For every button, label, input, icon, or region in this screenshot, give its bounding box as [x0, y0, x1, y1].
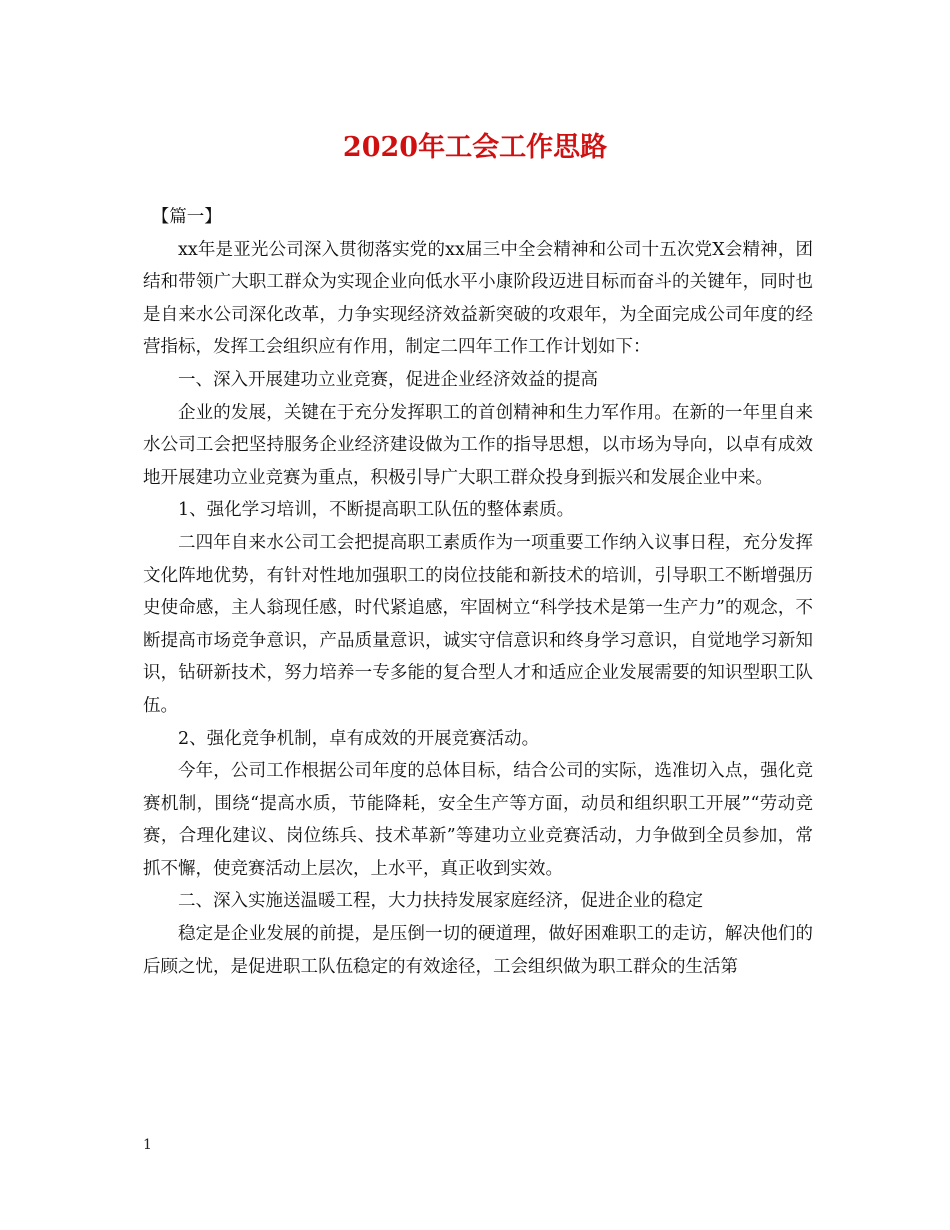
section-tag: 【篇一】 — [151, 207, 222, 227]
heading-2: 二、深入实施送温暖工程，大力扶持发展家庭经济，促进企业的稳定 — [178, 891, 703, 912]
paragraph: 今年，公司工作根据公司年度的总体目标，结合公司的实际，选准切入点，强化竞赛机制，围绕“提高水质，节能降耗，安全生产等方面，动员和组织职工开展”“劳动竞赛，合理化建议、岗位练兵、技术革新”等建功立业竞赛活动，力争做到全员参加，常抓不懈，使竞赛活动上层次，上水平，真正收到实效。 — [143, 761, 813, 879]
subheading-1: 1、强化学习培训，不断提高职工队伍的整体素质。 — [178, 500, 575, 521]
document-body — [143, 201, 813, 983]
subheading-2: 2、强化竞争机制，卓有成效的开展竞赛活动。 — [178, 728, 540, 749]
paragraph: 稳定是企业发展的前提，是压倒一切的硬道理，做好困难职工的走访，解决他们的后顾之忧，是促进职工队伍稳定的有效途径，工会组织做为职工群众的生活第 — [143, 924, 813, 977]
paragraph: 企业的发展，关键在于充分发挥职工的首创精神和生力军作用。在新的一年里自来水公司工会把坚持服务企业经济建设做为工作的指导思想，以市场为导向，以卓有成效地开展建功立业竞赛为重点，积极引导广大职工群众投身到振兴和发展企业中来。 — [143, 402, 813, 488]
paragraph: 二四年自来水公司工会把提高职工素质作为一项重要工作纳入议事日程，充分发挥文化阵地优势，有针对性地加强职工的岗位技能和新技术的培训，引导职工不断增强历史使命感，主人翁现任感，时代紧追感，牢固树立“科学技术是第一生产力”的观念，不断提高市场竞争意识，产品质量意识，诚实守信意识和终身学习意识，自觉地学习新知识，钻研新技术，努力培养一专多能的复合型人才和适应企业发展需要的知识型职工队伍。 — [143, 532, 813, 716]
document-title: 2020年工会工作思路 — [342, 132, 608, 163]
page-number: 1 — [143, 1137, 152, 1153]
paragraph: xx年是亚光公司深入贯彻落实党的xx届三中全会精神和公司十五次党X会精神，团结和带领广大职工群众为实现企业向低水平小康阶段迈进目标而奋斗的关键年，同时也是自来水公司深化改革，力争实现经济效益新突破的攻艰年，为全面完成公司年度的经营指标，发挥工会组织应有作用，制定二四年工作工作计划如下： — [143, 239, 813, 358]
heading-1: 一、深入开展建功立业竞赛，促进企业经济效益的提高 — [178, 369, 598, 390]
